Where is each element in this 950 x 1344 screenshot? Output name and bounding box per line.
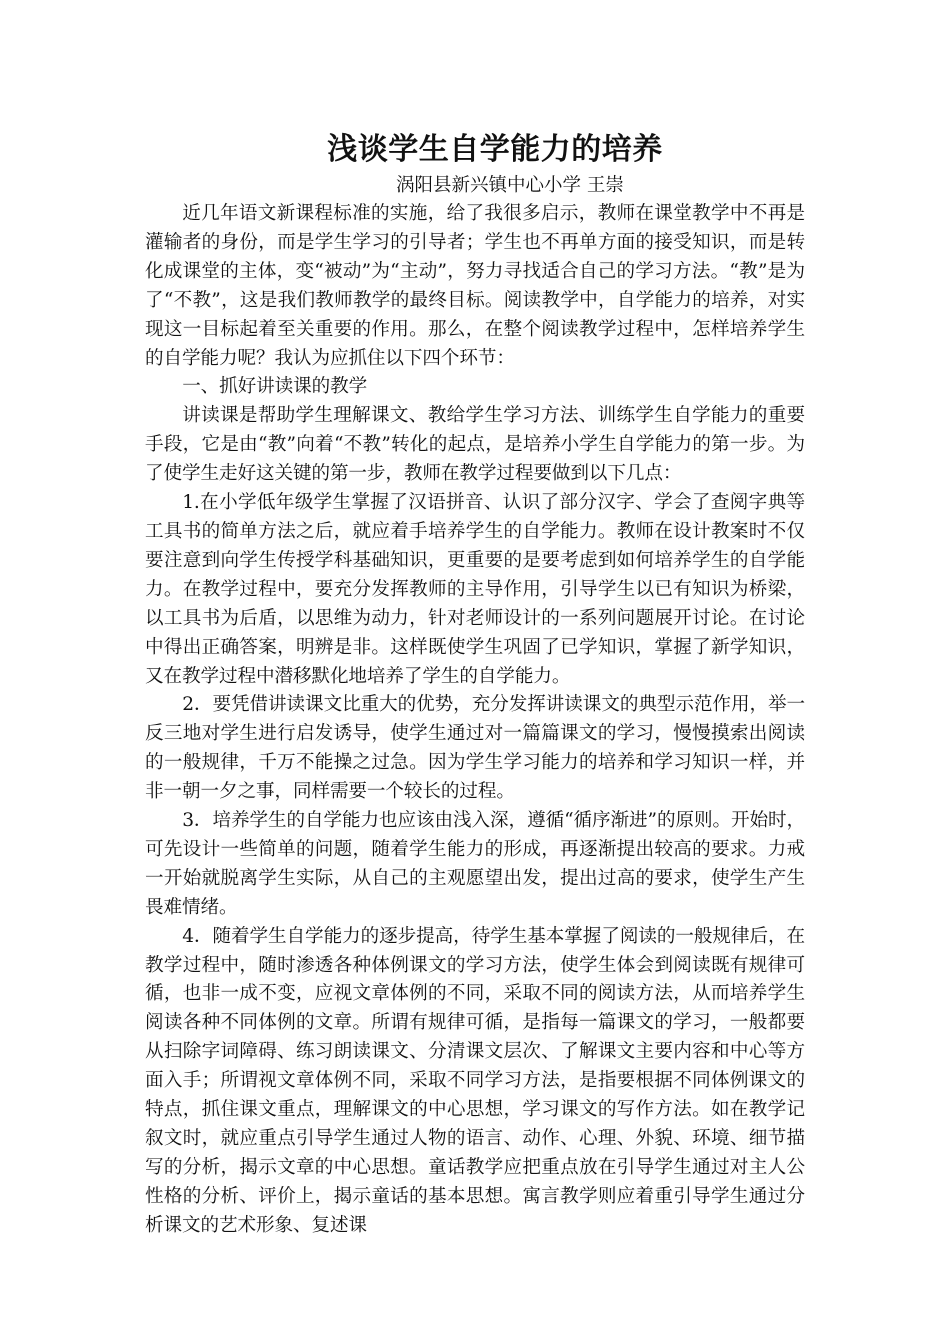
paragraph-point-1: 1.在小学低年级学生掌握了汉语拼音、认识了部分汉字、学会了查阅字典等工具书的简单方法之后，就应着手培养学生的自学能力。教师在设计教案时不仅要注意到向学生传授学科基础知识，更重要的是要考虑到如何培养学生的自学能力。在教学过程中，要充分发挥教师的主导作用，引导学生以已有知识为桥梁，以工具书为后盾，以思维为动力，针对老师设计的一系列问题展开讨论。在讨论中得出正确答案，明辨是非。这样既使学生巩固了已学知识，掌握了新学知识，又在教学过程中潜移默化地培养了学生的自学能力。 bbox=[145, 492, 805, 687]
paragraph-point-2: 2．要凭借讲读课文比重大的优势，充分发挥讲读课文的典型示范作用，举一反三地对学生进行启发诱导，使学生通过对一篇篇课文的学习，慢慢摸索出阅读的一般规律，千万不能操之过急。因为学生学习能力的培养和学习知识一样，并非一朝一夕之事，同样需要一个较长的过程。 bbox=[145, 694, 805, 803]
document-body bbox=[145, 128, 805, 1241]
paragraph-section-1-intro: 讲读课是帮助学生理解课文、教给学生学习方法、训练学生自学能力的重要手段，它是由“教”向着“不教”转化的起点，是培养小学生自学能力的第一步。为了使学生走好这关键的第一步，教师在教学过程要做到以下几点： bbox=[145, 405, 805, 485]
section-heading-1: 一、抓好讲读课的教学 bbox=[182, 376, 368, 398]
document-title: 浅谈学生自学能力的培养 bbox=[327, 132, 663, 167]
author-line: 涡阳县新兴镇中心小学 王崇 bbox=[396, 175, 624, 196]
paragraph-point-4: 4．随着学生自学能力的逐步提高，待学生基本掌握了阅读的一般规律后，在教学过程中，随时渗透各种体例课文的学习方法，使学生体会到阅读既有规律可循，也非一成不变，应视文章体例的不同，采取不同的阅读方法，从而培养学生阅读各种不同体例的文章。所谓有规律可循，是指每一篇课文的学习，一般都要从扫除字词障碍、练习朗读课文、分清课文层次、了解课文主要内容和中心等方面入手；所谓视文章体例不同，采取不同学习方法，是指要根据不同体例课文的特点，抓住课文重点，理解课文的中心思想，学习课文的写作方法。如在教学记叙文时，就应重点引导学生通过人物的语言、动作、心理、外貌、环境、细节描写的分析，揭示文章的中心思想。童话教学应把重点放在引导学生通过对主人公性格的分析、评价上，揭示童话的基本思想。寓言教学则应着重引导学生通过分析课文的艺术形象、复述课 bbox=[145, 925, 805, 1236]
paragraph-intro: 近几年语文新课程标准的实施，给了我很多启示，教师在课堂教学中不再是灌输者的身份，而是学生学习的引导者；学生也不再单方面的接受知识，而是转化成课堂的主体，变“被动”为“主动”，努力寻找适合自己的学习方法。“教”是为了“不教”，这是我们教师教学的最终目标。阅读教学中，自学能力的培养，对实现这一目标起着至关重要的作用。那么，在整个阅读教学过程中，怎样培养学生的自学能力呢？我认为应抓住以下四个环节： bbox=[145, 203, 805, 369]
paragraph-point-3: 3．培养学生的自学能力也应该由浅入深，遵循“循序渐进”的原则。开始时，可先设计一些简单的问题，随着学生能力的形成，再逐渐提出较高的要求。力戒一开始就脱离学生实际，从自己的主观愿望出发，提出过高的要求，使学生产生畏难情绪。 bbox=[145, 810, 805, 918]
